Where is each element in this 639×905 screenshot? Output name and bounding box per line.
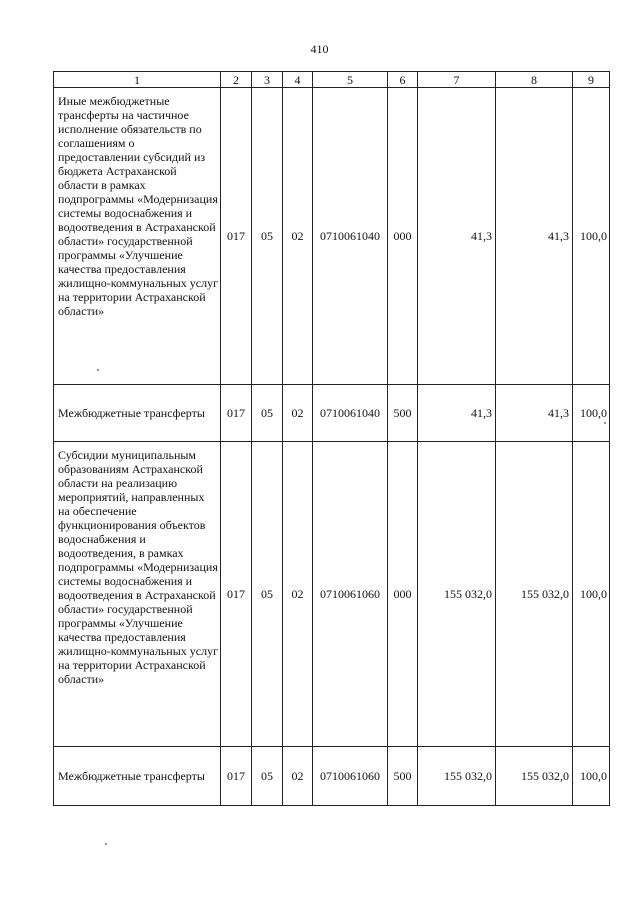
scan-speck <box>97 369 99 371</box>
header-cell: 5 <box>313 72 388 88</box>
subsection-code: 02 <box>283 747 313 806</box>
grbs-code: 017 <box>221 88 252 385</box>
header-cell: 2 <box>221 72 252 88</box>
planned-amount: 155 032,0 <box>418 747 496 806</box>
grbs-code: 017 <box>221 385 252 442</box>
execution-percent: 100,0 <box>573 747 610 806</box>
planned-amount: 41,3 <box>418 385 496 442</box>
table-row <box>54 385 610 442</box>
section-code: 05 <box>252 442 283 747</box>
planned-amount: 41,3 <box>418 88 496 385</box>
expense-type-code: 000 <box>388 88 418 385</box>
section-code: 05 <box>252 385 283 442</box>
execution-percent: 100,0 <box>573 88 610 385</box>
expense-type-code: 000 <box>388 442 418 747</box>
row-description: Межбюджетные трансферты <box>54 747 221 806</box>
row-description: Межбюджетные трансферты <box>54 385 221 442</box>
target-article-code: 0710061060 <box>313 442 388 747</box>
executed-amount: 155 032,0 <box>496 747 573 806</box>
table-row <box>54 747 610 806</box>
header-cell: 6 <box>388 72 418 88</box>
header-cell: 7 <box>418 72 496 88</box>
row-description: Субсидии муниципальным образованиям Астраханской области на реализацию мероприятий, направленных на обеспечение функционирования объектов водоснабжения и водоотведения, в рамках подпрограммы «Модернизация системы водоснабжения и водоотведения в Астраханской области» государственной программы «Улучшение качества предоставления жилищно-коммунальных услуг на территории Астраханской области» <box>54 442 221 747</box>
target-article-code: 0710061060 <box>313 747 388 806</box>
budget-table <box>53 71 610 806</box>
grbs-code: 017 <box>221 442 252 747</box>
table-row <box>54 442 610 747</box>
page-number: 410 <box>310 42 329 56</box>
table-row <box>54 88 610 385</box>
scan-speck <box>604 422 606 424</box>
execution-percent: 100,0 <box>573 385 610 442</box>
subsection-code: 02 <box>283 442 313 747</box>
expense-type-code: 500 <box>388 385 418 442</box>
executed-amount: 41,3 <box>496 385 573 442</box>
expense-type-code: 500 <box>388 747 418 806</box>
header-cell: 1 <box>54 72 221 88</box>
table-header-row <box>54 72 610 88</box>
subsection-code: 02 <box>283 88 313 385</box>
row-description: Иные межбюджетные трансферты на частичное исполнение обязательств по соглашениям о предоставлении субсидий из бюджета Астраханской области в рамках подпрограммы «Модернизация системы водоснабжения и водоотведения в Астраханской области» государственной программы «Улучшение качества предоставления жилищно-коммунальных услуг на территории Астраханской области» <box>54 88 221 385</box>
header-cell: 3 <box>252 72 283 88</box>
section-code: 05 <box>252 88 283 385</box>
planned-amount: 155 032,0 <box>418 442 496 747</box>
header-cell: 9 <box>573 72 610 88</box>
header-cell: 4 <box>283 72 313 88</box>
grbs-code: 017 <box>221 747 252 806</box>
executed-amount: 155 032,0 <box>496 442 573 747</box>
executed-amount: 41,3 <box>496 88 573 385</box>
subsection-code: 02 <box>283 385 313 442</box>
execution-percent: 100,0 <box>573 442 610 747</box>
scan-speck <box>105 843 107 845</box>
target-article-code: 0710061040 <box>313 385 388 442</box>
target-article-code: 0710061040 <box>313 88 388 385</box>
header-cell: 8 <box>496 72 573 88</box>
section-code: 05 <box>252 747 283 806</box>
